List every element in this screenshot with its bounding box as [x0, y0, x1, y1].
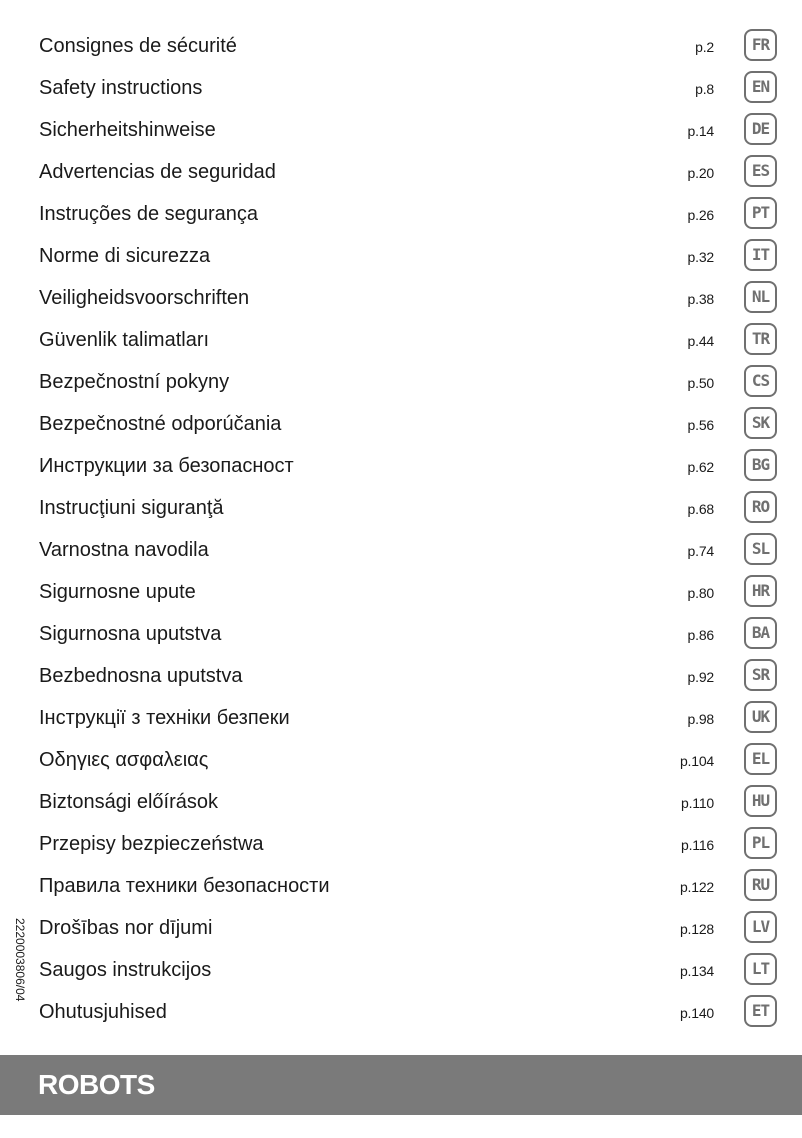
- toc-row-pt: [0, 193, 802, 235]
- toc-page-number: p.68: [687, 501, 714, 517]
- toc-row-hr: [0, 571, 802, 613]
- toc-title: Sicherheitshinweise: [39, 119, 216, 141]
- toc-row-es: [0, 151, 802, 193]
- toc-row-fr: [0, 25, 802, 67]
- toc-title: Οδηγιες ασφαλειας: [39, 749, 209, 771]
- toc-page-number: p.140: [679, 1005, 714, 1021]
- footer-title: ROBOTS: [38, 1069, 155, 1100]
- toc-page-number: p.20: [687, 165, 714, 181]
- language-badge: DE: [744, 113, 777, 145]
- language-badge: HR: [744, 575, 777, 607]
- toc-title: Sigurnosna uputstva: [39, 623, 222, 645]
- language-badge: CS: [744, 365, 777, 397]
- toc-title: Consignes de sécurité: [39, 35, 237, 57]
- toc-row-ba: [0, 613, 802, 655]
- toc-title: Biztonsági előírások: [39, 791, 218, 813]
- toc-row-pl: [0, 823, 802, 865]
- toc-page-number: p.26: [687, 207, 714, 223]
- toc-title: Drošības nor dījumi: [39, 917, 213, 939]
- language-badge: UK: [744, 701, 777, 733]
- language-badge: RO: [744, 491, 777, 523]
- language-badge: SK: [744, 407, 777, 439]
- toc-page-number: p.110: [681, 795, 714, 811]
- language-badge: FR: [744, 29, 777, 61]
- toc-title: Инструкции за безопасност: [39, 455, 294, 477]
- language-badge: HU: [744, 785, 777, 817]
- document-reference-code: 2220003806/04: [13, 918, 27, 1002]
- toc-row-lv: [0, 907, 802, 949]
- toc-page-number: p.128: [679, 921, 714, 937]
- language-badge: LV: [744, 911, 777, 943]
- toc-title: Varnostna navodila: [39, 539, 209, 561]
- toc-row-hu: [0, 781, 802, 823]
- toc-page-number: p.86: [687, 627, 714, 643]
- toc-title: Sigurnosne upute: [39, 581, 196, 603]
- toc-page-number: p.32: [687, 249, 714, 265]
- toc-title: Instruções de segurança: [39, 203, 259, 225]
- language-badge: RU: [744, 869, 777, 901]
- toc-row-sl: [0, 529, 802, 571]
- toc-title: Advertencias de seguridad: [39, 161, 276, 183]
- toc-row-lt: [0, 949, 802, 991]
- toc-page-number: p.14: [687, 123, 714, 139]
- toc-title: Güvenlik talimatları: [39, 329, 210, 351]
- toc-page-number: p.80: [687, 585, 714, 601]
- language-badge: BA: [744, 617, 777, 649]
- footer-band: [0, 1055, 802, 1115]
- toc-title: Ohutusjuhised: [39, 1001, 167, 1023]
- language-badge: SL: [744, 533, 777, 565]
- toc-page-number: p.38: [687, 291, 714, 307]
- language-badge: ES: [744, 155, 777, 187]
- toc-page-number: p.62: [687, 459, 714, 475]
- language-badge: LT: [744, 953, 777, 985]
- table-of-contents: [0, 25, 802, 1033]
- toc-page-number: p.92: [687, 669, 714, 685]
- language-badge: EL: [744, 743, 777, 775]
- toc-row-tr: [0, 319, 802, 361]
- toc-row-en: [0, 67, 802, 109]
- language-badge: PT: [744, 197, 777, 229]
- toc-page-number: p.50: [687, 375, 714, 391]
- toc-title: Bezpečnostné odporúčania: [39, 413, 282, 435]
- toc-row-cs: [0, 361, 802, 403]
- toc-row-nl: [0, 277, 802, 319]
- toc-page-number: p.56: [687, 417, 714, 433]
- toc-title: Przepisy bezpieczeństwa: [39, 833, 264, 855]
- toc-page-number: p.8: [695, 81, 714, 97]
- toc-row-de: [0, 109, 802, 151]
- toc-row-bg: [0, 445, 802, 487]
- toc-page-number: p.122: [679, 879, 714, 895]
- language-badge: PL: [744, 827, 777, 859]
- toc-row-it: [0, 235, 802, 277]
- language-badge: ET: [744, 995, 777, 1027]
- toc-row-ro: [0, 487, 802, 529]
- toc-page-number: p.116: [681, 837, 714, 853]
- language-badge: NL: [744, 281, 777, 313]
- toc-page-number: p.74: [687, 543, 714, 559]
- language-badge: TR: [744, 323, 777, 355]
- toc-title: Правила техники безопасности: [39, 875, 330, 897]
- toc-title: Safety instructions: [39, 77, 203, 99]
- toc-title: Bezpečnostní pokyny: [39, 371, 230, 393]
- toc-page-number: p.98: [687, 711, 714, 727]
- toc-row-et: [0, 991, 802, 1033]
- toc-page-number: p.2: [695, 39, 714, 55]
- language-badge: SR: [744, 659, 777, 691]
- language-badge: EN: [744, 71, 777, 103]
- toc-row-el: [0, 739, 802, 781]
- toc-page-number: p.134: [679, 963, 714, 979]
- toc-title: Norme di sicurezza: [39, 245, 211, 267]
- toc-title: Instrucţiuni siguranţă: [39, 497, 224, 519]
- language-badge: IT: [744, 239, 777, 271]
- toc-title: Veiligheidsvoorschriften: [39, 287, 250, 309]
- toc-page-number: p.44: [687, 333, 714, 349]
- toc-title: Saugos instrukcijos: [39, 959, 212, 981]
- toc-page-number: p.104: [679, 753, 714, 769]
- toc-row-ru: [0, 865, 802, 907]
- toc-title: Bezbednosna uputstva: [39, 665, 243, 687]
- toc-title: Інструкції з техніки безпеки: [39, 707, 290, 729]
- toc-row-sr: [0, 655, 802, 697]
- language-badge: BG: [744, 449, 777, 481]
- toc-row-uk: [0, 697, 802, 739]
- toc-row-sk: [0, 403, 802, 445]
